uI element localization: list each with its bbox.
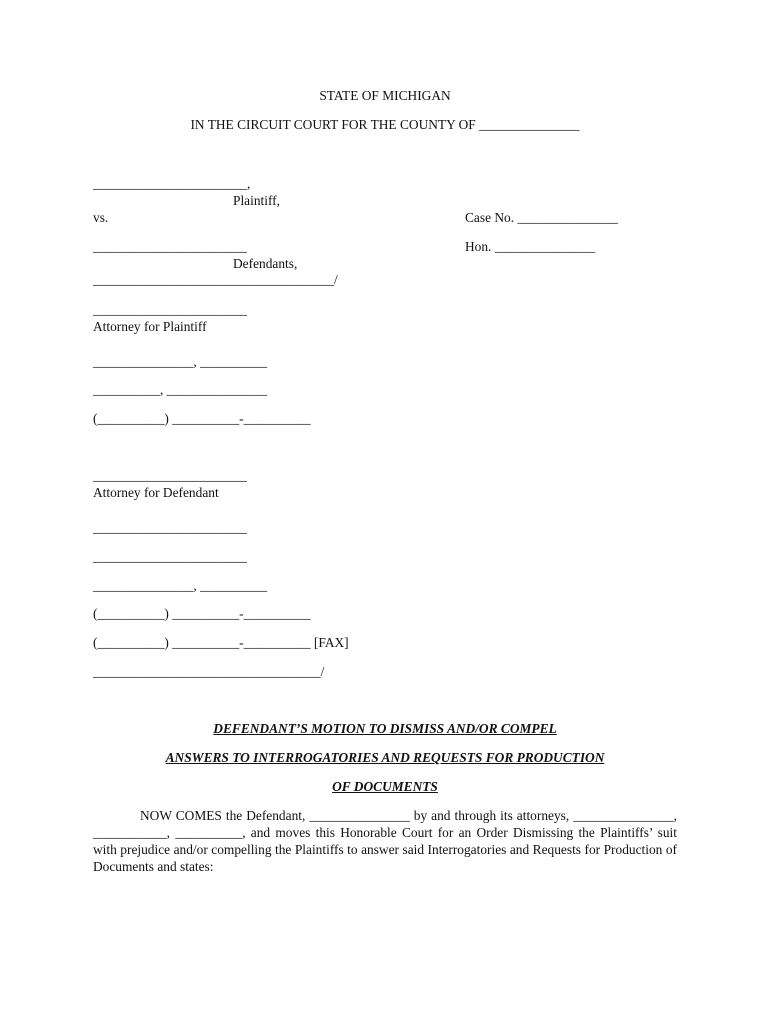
state-heading: STATE OF MICHIGAN — [319, 88, 451, 103]
judge-field: Hon. _______________ — [465, 239, 596, 254]
plaintiff-label: Plaintiff, — [233, 193, 280, 208]
defendants-label: Defendants, — [233, 256, 298, 271]
defendant-attorney-line-2: _______________________ — [93, 549, 247, 564]
plaintiff-attorney-label: Attorney for Plaintiff — [93, 319, 207, 334]
versus-label: vs. — [93, 210, 109, 225]
motion-title-line-3: OF DOCUMENTS — [332, 779, 438, 794]
defendant-attorney-fax: (__________) __________-__________ [FAX] — [93, 635, 349, 650]
defendant-attorney-name-line: _______________________ — [93, 468, 247, 483]
plaintiff-name-line: _______________________, — [93, 176, 251, 191]
defendant-name-line: _______________________ — [93, 239, 247, 254]
defendant-attorney-address: _______________, __________ — [93, 578, 268, 593]
plaintiff-attorney-address-2: __________, _______________ — [93, 382, 268, 397]
case-number-field: Case No. _______________ — [465, 210, 618, 225]
plaintiff-attorney-address-1: _______________, __________ — [93, 354, 268, 369]
defendant-attorney-label: Attorney for Defendant — [93, 485, 219, 500]
attorney-block-closing-line: __________________________________/ — [93, 664, 325, 679]
motion-title-line-1: DEFENDANT’S MOTION TO DISMISS AND/OR COMPEL — [213, 721, 557, 736]
court-heading: IN THE CIRCUIT COURT FOR THE COUNTY OF _______________ — [190, 117, 580, 132]
motion-body-paragraph — [93, 807, 677, 875]
caption-closing-line: ____________________________________/ — [93, 272, 338, 287]
motion-body-text: NOW COMES the Defendant, _______________ by and through its attorneys, _______________, ___________, __________, and moves this Honorable Court for an Order Dismissing the Plaintiffs’ suit with prejudice and/or compelling the Plaintiffs to answer said Interrogatories and Requests for Production of Documents and states: — [93, 808, 677, 874]
defendant-attorney-line-1: _______________________ — [93, 520, 247, 535]
plaintiff-attorney-phone: (__________) __________-__________ — [93, 411, 311, 426]
motion-title-line-2: ANSWERS TO INTERROGATORIES AND REQUESTS FOR PRODUCTION — [165, 750, 605, 765]
defendant-attorney-phone: (__________) __________-__________ — [93, 606, 311, 621]
plaintiff-attorney-name-line: _______________________ — [93, 302, 247, 317]
